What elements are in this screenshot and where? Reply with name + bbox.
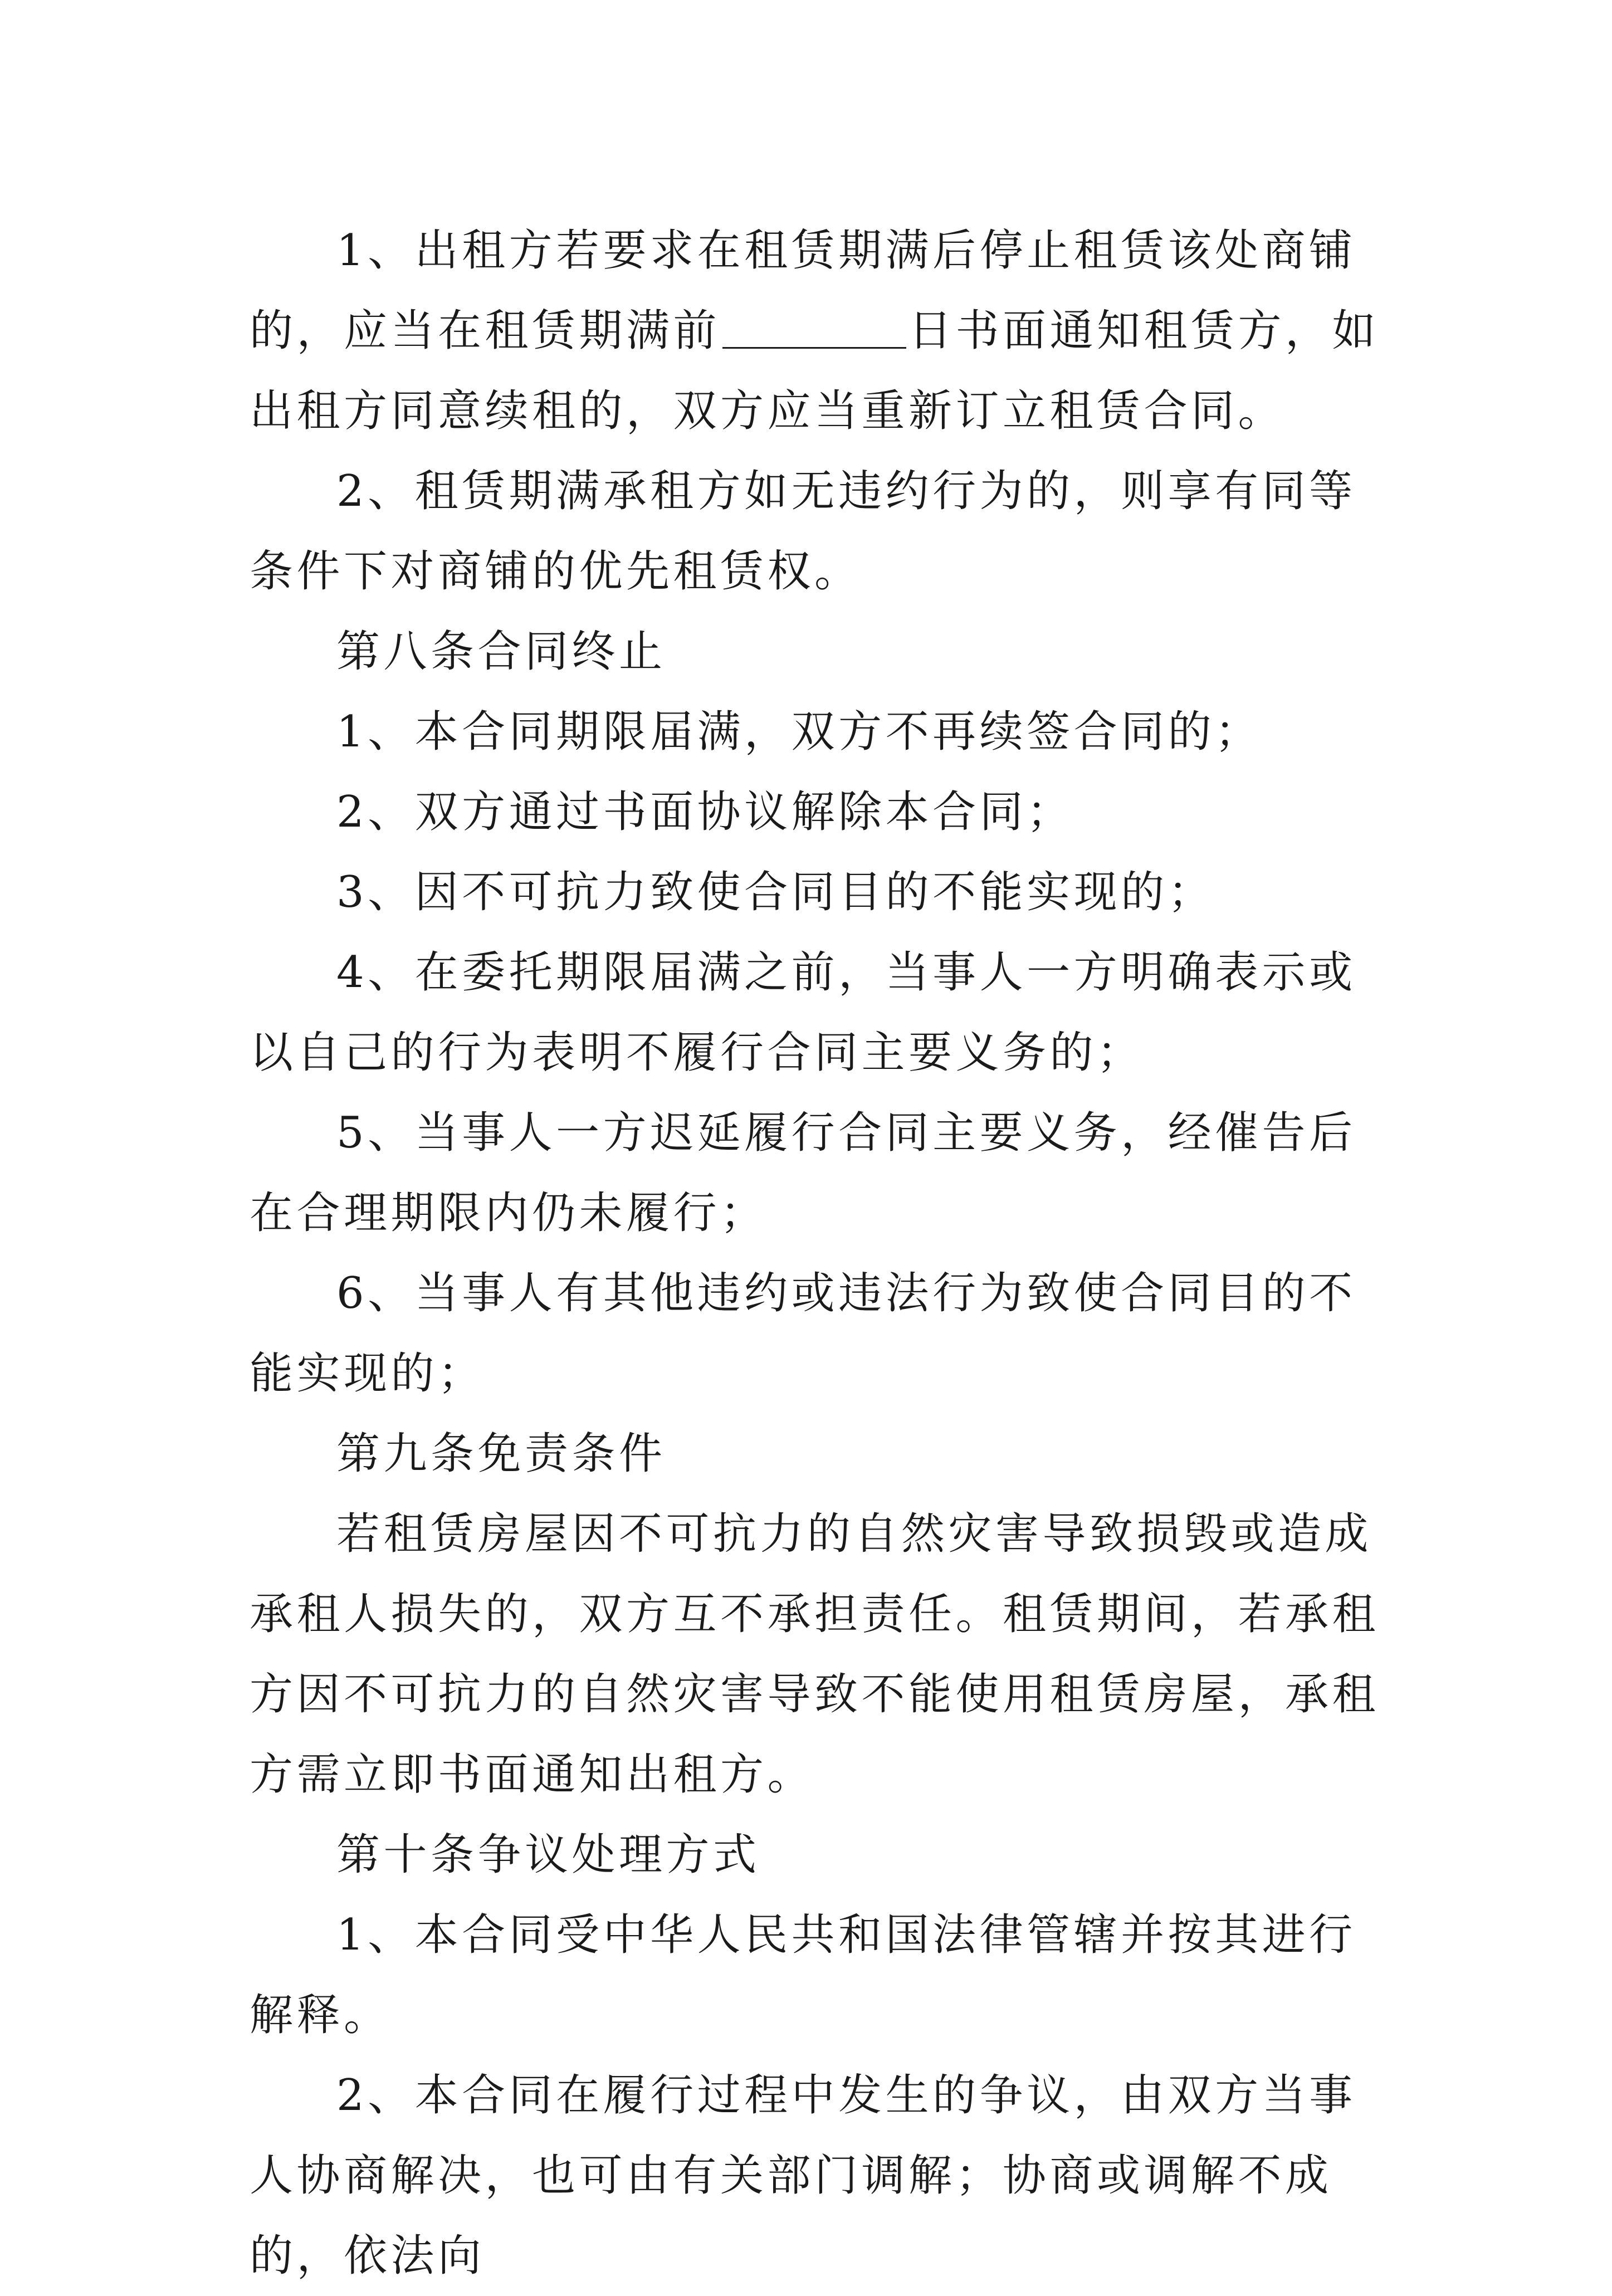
paragraph-force-majeure: 若租赁房屋因不可抗力的自然灾害导致损毁或造成承租人损失的，双方互不承担责任。租赁期间，若承租方因不可抗力的自然灾害导致不能使用租赁房屋，承租方需立即书面通知出租方。 xyxy=(250,1509,1380,1800)
paragraph-priority-lease: 2、租赁期满承租方如无违约行为的，则享有同等条件下对商铺的优先租赁权。 xyxy=(250,466,1356,597)
list-item: 2、双方通过书面协议解除本合同； xyxy=(336,787,1074,837)
paragraph-text: 日书面通知租赁方，如出租方同意续租的，双方应当重新订立租赁合同。 xyxy=(250,306,1380,436)
fill-in-blank xyxy=(722,302,906,349)
section-heading-exemption: 第九条免责条件 xyxy=(336,1429,666,1479)
list-item: 5、当事人一方迟延履行合同主要义务，经催告后在合理期限内仍未履行； xyxy=(250,1108,1356,1238)
list-item: 3、因不可抗力致使合同目的不能实现的； xyxy=(336,867,1215,917)
section-heading-dispute: 第十条争议处理方式 xyxy=(336,1830,760,1880)
list-item: 6、当事人有其他违约或违法行为致使合同目的不能实现的； xyxy=(250,1268,1356,1399)
paragraph-renewal-notice xyxy=(250,211,1386,451)
section-heading-termination: 第八条合同终止 xyxy=(336,627,666,677)
list-item: 2、本合同在履行过程中发生的争议，由双方当事人协商解决，也可由有关部门调解；协商或调解不成的，依法向 xyxy=(250,2070,1356,2281)
list-item: 1、本合同期限届满，双方不再续签合同的； xyxy=(336,707,1262,757)
list-item: 1、本合同受中华人民共和国法律管辖并按其进行解释。 xyxy=(250,1910,1356,2040)
list-item: 4、在委托期限届满之前，当事人一方明确表示或以自己的行为表明不履行合同主要义务的； xyxy=(250,947,1356,1078)
paragraph-text: 1、出租方若要求在租赁期满后停止租赁该处商铺的，应当在租赁期满前 xyxy=(250,226,1356,356)
document-body xyxy=(250,211,1386,2296)
